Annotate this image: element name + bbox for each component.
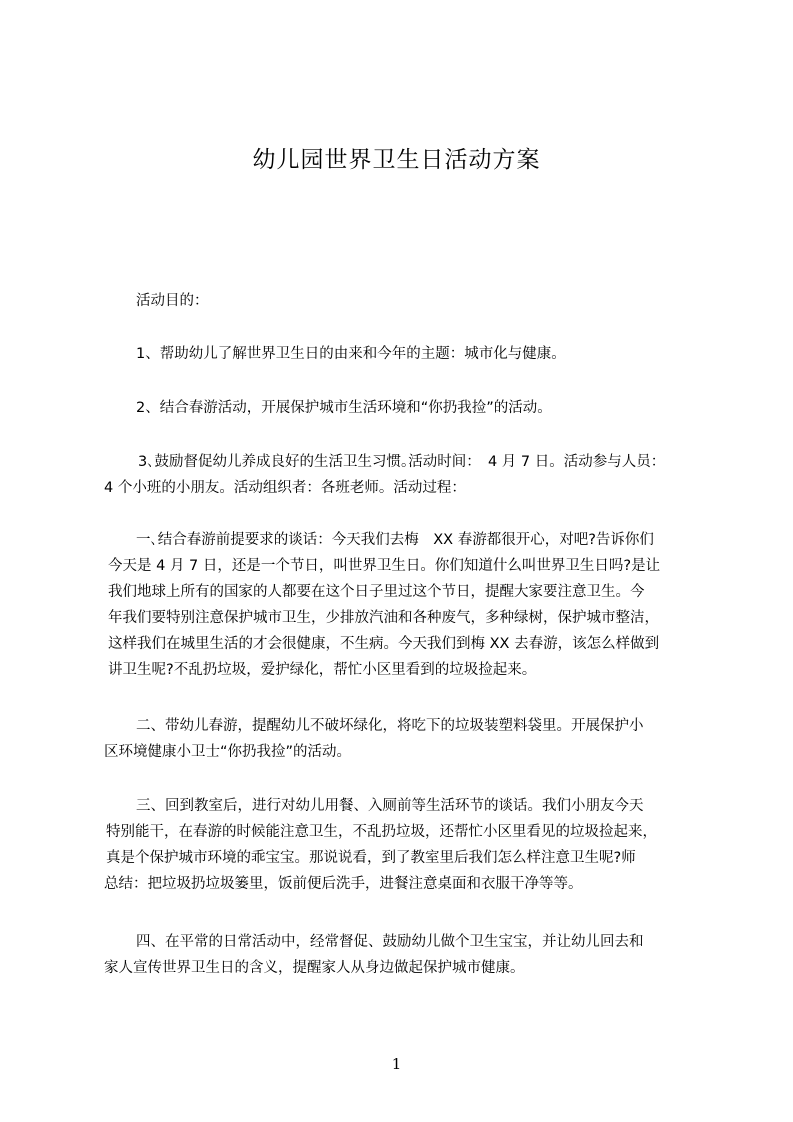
text-line: 特别能干，在春游的时候能注意卫生，不乱扔垃圾，还帮忙小区里看见的垃圾捡起来， (106, 824, 657, 840)
text-line: 4 个小班的小朋友。活动组织者：各班老师。活动过程： (104, 480, 466, 496)
text-line: 我们地球上所有的国家的人都要在这个日子里过这个节日，提醒大家要注意卫生。今 (108, 584, 645, 600)
text-line: 活动目的： (136, 293, 209, 309)
text-line: 年我们要特别注意保护城市卫生，少排放汽油和各种废气，多种绿树，保护城市整洁， (108, 610, 659, 626)
text-line: 一､结合春游前提要求的谈话：今天我们去梅 XX 春游都很开心，对吧?告诉你们 (136, 532, 654, 548)
process-step-1 (104, 527, 700, 683)
process-step-3 (104, 793, 700, 897)
goal-item-1 (136, 341, 736, 367)
text-line: 四、在平常的日常活动中，经常督促、鼓励幼儿做个卫生宝宝，并让幼儿回去和 (136, 934, 644, 950)
process-step-2 (104, 713, 700, 765)
text-line: 讲卫生呢?不乱扔垃圾，爱护绿化，帮忙小区里看到的垃圾捡起来。 (108, 662, 537, 678)
goal-item-2 (136, 395, 736, 421)
text-line: 真是个保护城市环境的乖宝宝。那说说看，到了教室里后我们怎么样注意卫生呢?师 (106, 850, 636, 866)
text-line: 这样我们在城里生活的才会很健康，不生病。今天我们到梅 XX 去春游，该怎么样做到 (108, 636, 660, 652)
text-line: 3､鼓励督促幼儿养成良好的生活卫生习惯｡活动时间： 4 月 7 日。活动参与人员： (138, 454, 666, 470)
process-step-4 (104, 929, 700, 981)
text-line: 总结：把垃圾扔垃圾篓里，饭前便后洗手，进餐注意桌面和衣服干净等等。 (104, 876, 583, 892)
text-line: 区环境健康小卫士“你扔我捡”的活动。 (104, 744, 352, 760)
text-line: 2、结合春游活动，开展保护城市生活环境和“你扔我捡”的活动。 (136, 400, 552, 416)
goal-heading (136, 288, 736, 314)
document-title: 幼儿园世界卫生日活动方案 (252, 147, 541, 173)
page-number: 1 (391, 1055, 402, 1073)
text-line: 家人宣传世界卫生日的含义，提醒家人从身边做起保护城市健康。 (104, 960, 525, 976)
goal-item-3 (104, 449, 721, 501)
text-line: 二、带幼儿春游，提醒幼儿不破坏绿化，将吃下的垃圾装塑料袋里。开展保护小 (136, 718, 644, 734)
text-line: 1、帮助幼儿了解世界卫生日的由来和今年的主题：城市化与健康。 (136, 346, 566, 362)
text-line: 三、回到教室后，进行对幼儿用餐、入厕前等生活环节的谈话。我们小朋友今天 (136, 798, 644, 814)
text-line: 今天是 4 月 7 日，还是一个节日，叫世界卫生日。你们知道什么叫世界卫生日吗?是让 (108, 558, 661, 574)
